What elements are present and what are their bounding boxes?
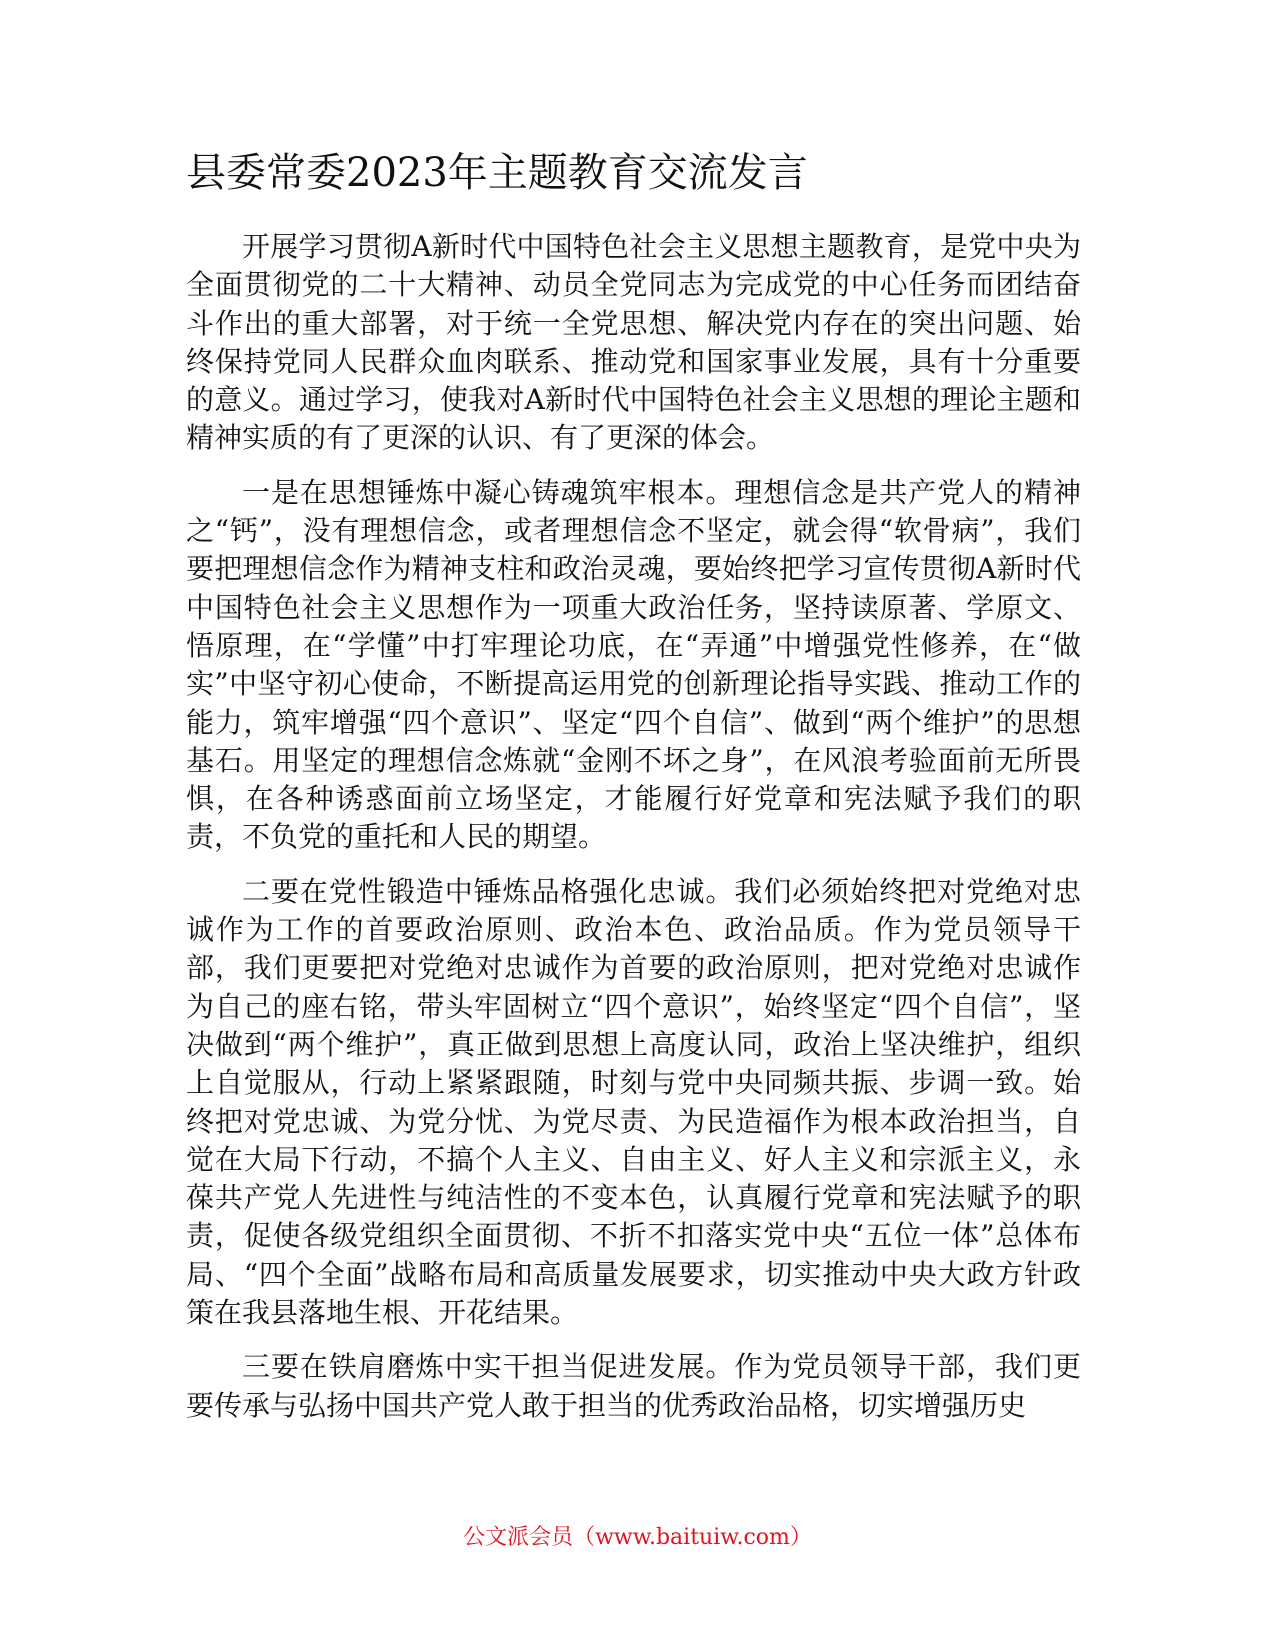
body-paragraph-point-one: 一是在思想锤炼中凝心铸魂筑牢根本。理想信念是共产党人的精神之“钙”，没有理想信念，或者理想信念不坚定，就会得“软骨病”，我们要把理想信念作为精神支柱和政治灵魂，要始终把学习宣传贯彻A新时代中国特色社会主义思想作为一项重大政治任务，坚持读原著、学原文、悟原理，在“学懂”中打牢理论功底，在“弄通”中增强党性修养，在“做实”中坚守初心使命，不断提高运用党的创新理论指导实践、推动工作的能力，筑牢增强“四个意识”、坚定“四个自信”、做到“两个维护”的思想基石。用坚定的理想信念炼就“金刚不坏之身”，在风浪考验面前无所畏惧，在各种诱惑面前立场坚定，才能履行好党章和宪法赋予我们的职责，不负党的重托和人民的期望。 xyxy=(186,475,1081,854)
footer-watermark: 公文派会员（www.baituiw.com） xyxy=(463,1525,812,1550)
body-paragraph-intro: 开展学习贯彻A新时代中国特色社会主义思想主题教育，是党中央为全面贯彻党的二十大精神、动员全党同志为完成党的中心任务而团结奋斗作出的重大部署，对于统一全党思想、解决党内存在的突出问题、始终保持党同人民群众血肉联系、推动党和国家事业发展，具有十分重要的意义。通过学习，使我对A新时代中国特色社会主义思想的理论主题和精神实质的有了更深的认识、有了更深的体会。 xyxy=(186,230,1081,455)
body-paragraph-point-two: 二要在党性锻造中锤炼品格强化忠诚。我们必须始终把对党绝对忠诚作为工作的首要政治原则、政治本色、政治品质。作为党员领导干部，我们更要把对党绝对忠诚作为首要的政治原则，把对党绝对忠诚作为自己的座右铭，带头牢固树立“四个意识”，始终坚定“四个自信”，坚决做到“两个维护”，真正做到思想上高度认同，政治上坚决维护，组织上自觉服从，行动上紧紧跟随，时刻与党中央同频共振、步调一致。始终把对党忠诚、为党分忧、为党尽责、为民造福作为根本政治担当，自觉在大局下行动，不搞个人主义、自由主义、好人主义和宗派主义，永葆共产党人先进性与纯洁性的不变本色，认真履行党章和宪法赋予的职责，促使各级党组织全面贯彻、不折不扣落实党中央“五位一体”总体布局、“四个全面”战略布局和高质量发展要求，切实推动中央大政方针政策在我县落地生根、开花结果。 xyxy=(186,874,1081,1330)
body-paragraph-point-three: 三要在铁肩磨炼中实干担当促进发展。作为党员领导干部，我们更要传承与弘扬中国共产党人敢于担当的优秀政治品格，切实增强历史 xyxy=(186,1350,1081,1422)
document-title: 县委常委2023年主题教育交流发言 xyxy=(186,150,808,196)
document-body xyxy=(186,228,1081,1441)
